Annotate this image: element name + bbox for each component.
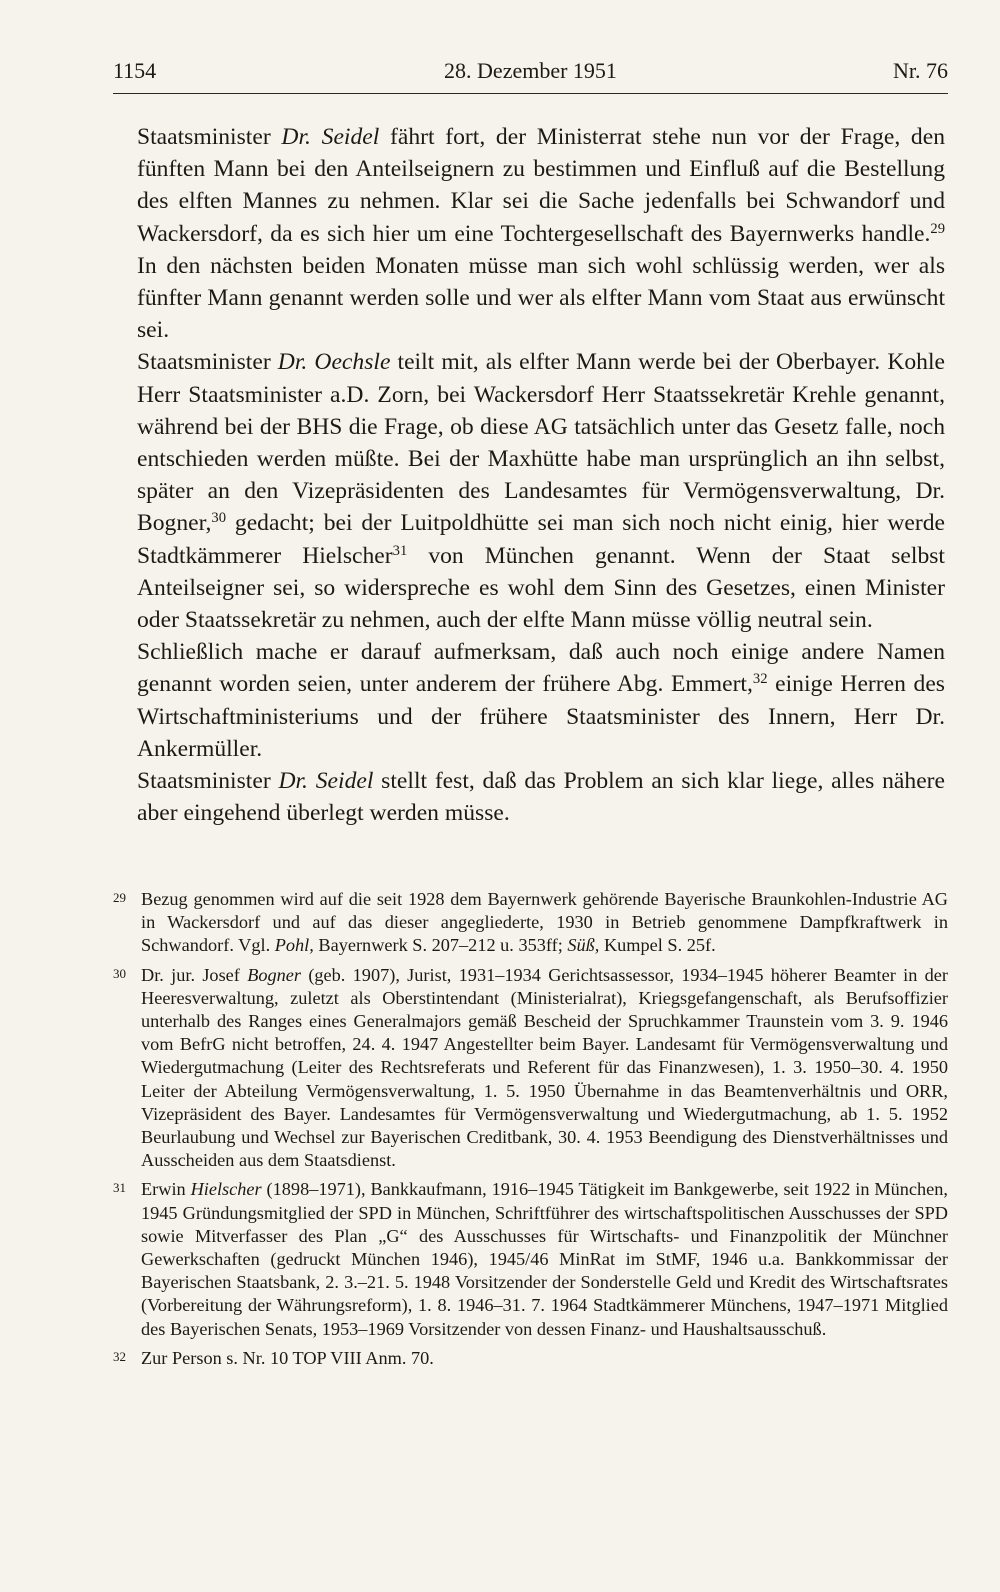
paragraph-4 [137,765,945,829]
paragraph-text: von München genannt. Wenn der Staat selbst Anteilseigner sei, so widerspreche es wohl dem Sinn des Gesetzes, einen Minister oder Staatssekretär zu nehmen, auch der elfte Mann müsse völlig neutral sein. [137,542,945,634]
footnote-text: Zur Person s. Nr. 10 TOP VIII Anm. 70. [141,1347,434,1368]
speaker-title: Dr. [277,349,308,376]
author-name: Pohl, [274,935,314,956]
footnote-text: (1898–1971), Bankkaufmann, 1916–1945 Tätigkeit im Bankgewerbe, seit 1922 in München, 1945 Gründungsmitglied der SPD in München, Schriftführer des wirtschaftspolitischen Ausschusses der SPD sowie Mitverfasser des Plan „G“ des Ausschusses für Wirtschafts- und Finanzpolitik der Münchner Gewerkschaften (gedruckt München 1946), 1945/46 MinRat im StMF, 1946 u.a. Bankkommissar der Bayerischen Staatsbank, 2. 3.–21. 5. 1948 Vorsitzender der Sonderstelle Geld und Kredit des Wirtschaftsrates (Vorbereitung der Währungsreform), 1. 8. 1946–31. 7. 1964 Stadtkämmerer Münchens, 1947–1971 Mitglied des Bayerischen Senats, 1953–1969 Vorsitzender von dessen Finanz- und Haushaltsausschuß. [141,1179,948,1339]
footnote-number: 32 [113,1348,126,1364]
footnote-ref: 31 [392,542,408,559]
paragraph-1 [137,121,945,346]
speaker-name: Oechsle [314,349,391,376]
footnote-32 [113,1347,948,1370]
issue-number: Nr. 76 [893,58,948,83]
speaker-prefix: Staatsminister [137,124,282,150]
paragraph-text: In den nächsten beiden Monaten müsse man sich wohl schlüssig werden, wer als fünfter Mann genannt werden solle und wer als elfter Mann vom Staat aus erwünscht sei. [137,252,945,344]
speaker-prefix: Staatsminister [137,768,279,795]
footnote-ref: 30 [211,510,227,527]
footnote-number: 29 [113,890,126,905]
person-name: Bogner [247,964,302,985]
speaker-name: Seidel [321,124,380,150]
header-date: 28. Dezember 1951 [444,58,617,83]
person-name: Hielscher [190,1179,262,1200]
speaker-title: Dr. [281,124,311,150]
paragraph-text: fährt fort, der Ministerrat stehe nun vor der Frage, den fünften Mann bei den Anteilseignern zu bestimmen und Einfluß auf die Bestellung des elften Mannes zu nehmen. Klar sei die Sache jedenfalls bei Schwandorf und Wackersdorf, da es sich hier um eine Tochtergesellschaft des Bayernwerks handle. [137,124,945,247]
header-rule [113,93,948,94]
space [308,768,316,794]
footnote-text: Bayernwerk S. 207–212 u. 353ff; [313,935,568,956]
footnote-text: Dr. jur. Josef [141,964,248,985]
footnote-29 [113,888,948,958]
page-number: 1154 [113,58,157,83]
footnote-text: Kumpel S. 25f. [599,935,716,956]
paragraph-text: teilt mit, als elfter Mann werde bei der Oberbayer. Kohle Herr Staatsminister a.D. Zorn, bei Wackersdorf Herr Staatssekretär Krehle genannt, während bei der BHS die Frage, ob diese AG tatsächlich unter das Gesetz falle, noch entschieden werden müßte. Bei der Maxhütte habe man ursprünglich an ihn selbst, später an den Vizepräsidenten des Landesamtes für Vermögensverwaltung, Dr. Bogner, [137,349,945,537]
footnote-31 [113,1178,948,1340]
speaker-prefix: Staatsminister [137,349,278,376]
main-text [137,121,945,829]
footnote-30 [113,964,948,1173]
running-head [113,58,948,88]
space [311,124,322,150]
speaker-name: Seidel [315,768,374,795]
footnote-ref: 29 [930,220,945,237]
footnote-text: (geb. 1907), Jurist, 1931–1934 Gerichtsassessor, 1934–1945 höherer Beamter in der Heeresverwaltung, zuletzt als Oberstintendant (Ministerialrat), Kriegsgefangenschaft, als Berufsoffizier unterhalb des Ranges eines Generalmajors gemäß Bescheid der Spruchkammer Traunstein vom 3. 9. 1946 vom BefrG nicht betroffen, 24. 4. 1947 Angestellter beim Bayer. Landesamt für Vermögensverwaltung und Wiedergutmachung (Leiter des Rechtsreferats und Referent für das Finanzwesen), 1. 3. 1950–30. 4. 1950 Leiter der Abteilung Vermögensverwaltung, 1. 5. 1950 Übernahme in das Beamtenverhältnis und ORR, Vizepräsident des Bayer. Landesamtes für Vermögensverwaltung und Wiedergutmachung, ab 1. 5. 1952 Beurlaubung und Wechsel zur Bayerischen Creditbank, 30. 4. 1953 Beendigung des Dienstverhältnisses und Ausscheiden aus dem Staatsdienst. [141,964,948,1171]
paragraph-text: stellt fest, daß das Problem an sich klar liege, alles nähere aber eingehend überlegt werden müsse. [137,768,945,827]
paragraph-text: einige Herren des Wirtschaftministeriums und der frühere Staatsminister des Innern, Herr Dr. Ankermüller. [137,671,945,762]
footnote-text: Bezug genommen wird auf die seit 1928 dem Bayernwerk gehörende Bayerische Braunkohlen-Industrie AG in Wackersdorf und auf das dieser angegliederte, 1930 in Betrieb genommene Dampfkraftwerk in Schwandorf. Vgl. [141,889,948,956]
footnote-number: 31 [113,1180,126,1196]
paragraph-3 [137,636,945,765]
footnotes [113,888,948,1376]
paragraph-text: Schließlich mache er darauf aufmerksam, daß auch noch einige andere Namen genannt worden seien, unter anderem der frühere Abg. Emmert, [137,639,945,698]
paragraph-text: gedacht; bei der Luitpoldhütte sei man sich noch nicht einig, hier werde Stadtkämmerer Hielscher [137,510,945,569]
paragraph-2 [137,346,945,636]
speaker-title: Dr. [278,768,308,795]
author-name: Süß, [567,935,600,956]
footnote-ref: 32 [752,671,768,688]
footnote-number: 30 [113,965,126,981]
footnote-text: Erwin [141,1179,191,1200]
